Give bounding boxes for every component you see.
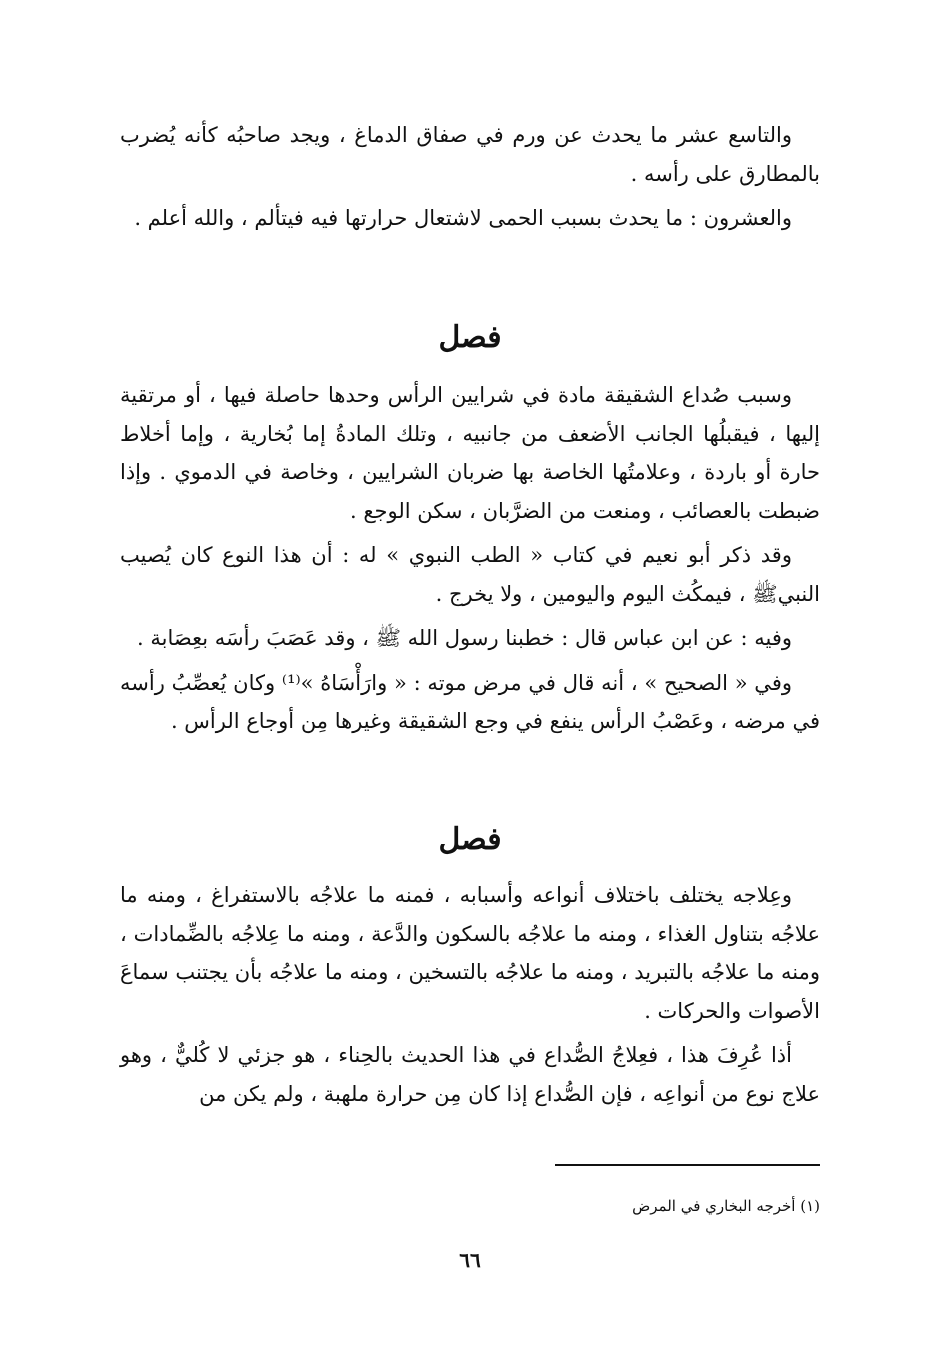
footnote-divider xyxy=(555,1164,820,1166)
paragraph: وعِلاجه يختلف باختلاف أنواعه وأسبابه ، فمنه ما علاجُه بالاستفراغ ، ومنه ما علاجُه بتناول الغذاء ، ومنه ما علاجُه بالسكون والدَّعة ، ومنه ما عِلاجُه بالضِّمادات ، ومنه ما علاجُه بالتبريد ، ومنه ما علاجُه بالتسخين ، ومنه ما علاجُه بأن يجتنب سماعَ الأصوات والحركات . xyxy=(120,883,820,1023)
top-text-block xyxy=(120,116,820,244)
paragraph: وسبب صُداع الشقيقة مادة في شرايين الرأس وحدها حاصلة فيها ، أو مرتقية إليها ، فيقبلُها الجانب الأضعف من جانبيه ، وتلك المادةُ إما بُخارية ، وإما أخلاط حارة أو باردة ، وعلامتُها الخاصة بها ضربان الشرايين ، وخاصة في الدموي . وإذا ضبطت بالعصائب ، ومنعت من الضرَّبان ، سكن الوجع . xyxy=(120,383,820,523)
paragraph: والعشرون : ما يحدث بسبب الحمى لاشتعال حرارتها فيه فيتألم ، والله أعلم . xyxy=(134,206,792,230)
section-1-text-block xyxy=(120,376,820,747)
page-number: ٦٦ xyxy=(459,1248,481,1272)
section-heading: فصل xyxy=(438,320,502,355)
paragraph: والتاسع عشر ما يحدث عن ورم في صفاق الدماغ ، ويجد صاحبُه كأنه يُضرب بالمطارق على رأسه . xyxy=(120,123,820,186)
paragraph: وفي « الصحيح » ، أنه قال في مرض موته : « وارَأْسَاهُ »⁽¹⁾ وكان يُعصِّبُ رأسه في مرضه ، وعَصْبُ الرأس ينفع في وجع الشقيقة وغيرها مِن أوجاع الرأس . xyxy=(120,670,820,733)
paragraph: وقد ذكر أبو نعيم في كتاب « الطب النبوي » له : أن هذا النوع كان يُصيب النبيﷺ ، فيمكُث اليوم واليومين ، ولا يخرج . xyxy=(120,543,820,606)
footnote: (١) أخرجه البخاري في المرض xyxy=(632,1197,820,1215)
section-heading: فصل xyxy=(438,822,502,857)
section-2-text-block xyxy=(120,876,820,1119)
paragraph: وفيه : عن ابن عباس قال : خطبنا رسول الله ﷺ ، وقد عَصَبَ رأسَه بعِصَابة . xyxy=(137,626,792,650)
paragraph: أذا عُرِفَ هذا ، فعِلاجُ الصُّداع في هذا الحديث بالحِناء ، هو جزئي لا كُليٌّ ، وهو علاج نوع من أنواعِه ، فإن الصُّداع إذا كان مِن حرارة ملهبة ، ولم يكن من xyxy=(120,1043,820,1106)
